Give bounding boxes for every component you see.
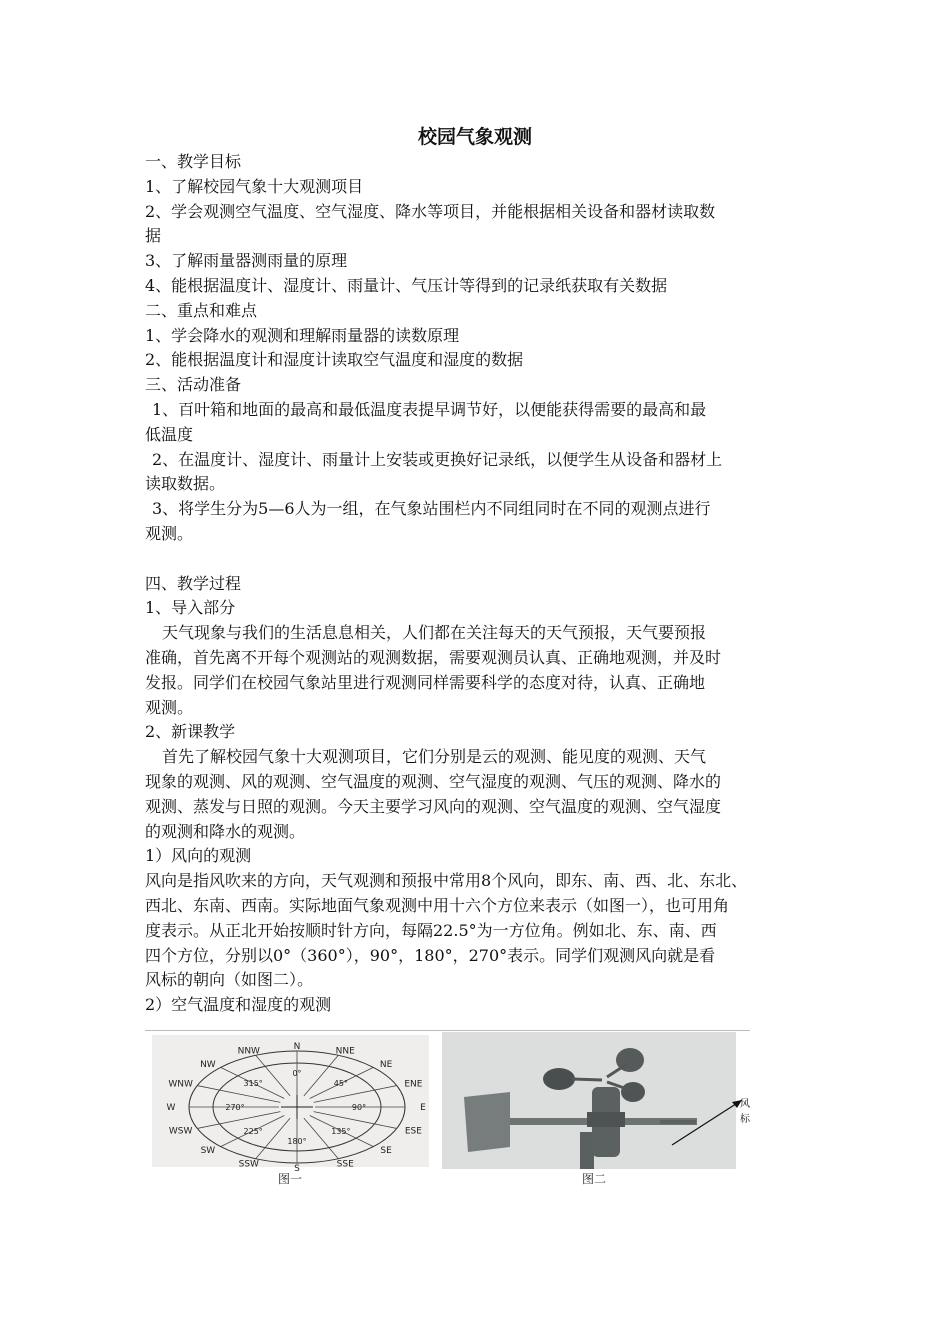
compass-degree-label: 180°	[287, 1137, 307, 1146]
figure-compass-rose	[152, 1035, 429, 1174]
compass-outer-label: N	[293, 1042, 301, 1052]
text-line: 读取数据。	[145, 474, 226, 494]
text-line: 四、教学过程	[145, 573, 242, 593]
compass-degree-label: 315°	[243, 1078, 263, 1088]
text-line: 1、了解校园气象十大观测项目	[145, 176, 364, 196]
text-line: 1、百叶箱和地面的最高和最低温度表提早调节好，以便能获得需要的最高和最	[152, 399, 707, 419]
compass-outer-label: E	[420, 1103, 426, 1113]
document-title: 校园气象观测	[417, 126, 532, 148]
text-line: 4、能根据温度计、湿度计、雨量计、气压计等得到的记录纸获取有关数据	[145, 275, 668, 295]
text-line: 风向是指风吹来的方向，天气观测和预报中常用8个风向，即东、南、西、北、东北、	[145, 871, 748, 891]
text-line: 的观测和降水的观测。	[145, 821, 306, 841]
text-line: 现象的观测、风的观测、空气温度的观测、空气湿度的观测、气压的观测、降水的	[145, 771, 722, 791]
compass-outer-label: SSW	[238, 1159, 259, 1170]
text-line: 西北、东南、西南。实际地面气象观测中用十六个方位来表示（如图一），也可用角	[145, 895, 730, 915]
text-line: 二、重点和难点	[145, 300, 258, 320]
text-line: 四个方位，分别以0°（360°），90°，180°，270°表示。同学们观测风向就是看	[145, 945, 716, 965]
text-line: 准确，首先离不开每个观测站的观测数据，需要观测员认真、正确地观测，并及时	[145, 647, 722, 667]
figures-row	[150, 1030, 750, 1190]
text-line: 2、新课教学	[145, 722, 236, 742]
compass-outer-label: NNE	[335, 1046, 355, 1057]
text-line: 1、导入部分	[145, 598, 236, 618]
compass-outer-label: SSE	[336, 1159, 354, 1170]
text-line: 2、在温度计、湿度计、雨量计上安装或更换好记录纸，以便学生从设备和器材上	[152, 449, 723, 469]
text-line: 观测。	[145, 697, 194, 717]
text-line: 2）空气温度和湿度的观测	[145, 995, 332, 1015]
compass-outer-label: NNW	[237, 1046, 260, 1057]
compass-outer-label: W	[166, 1103, 176, 1113]
text-line: 首先了解校园气象十大观测项目，它们分别是云的观测、能见度的观测、天气	[162, 747, 707, 767]
compass-degree-label: 45°	[333, 1078, 348, 1088]
text-line: 据	[145, 226, 162, 246]
compass-degree-label: 135°	[331, 1127, 351, 1137]
compass-outer-label: WSW	[168, 1126, 193, 1137]
text-line: 2、能根据温度计和湿度计读取空气温度和湿度的数据	[145, 350, 524, 370]
compass-degree-label: 225°	[243, 1127, 263, 1137]
wind-vane-label: 风标	[740, 1099, 750, 1125]
text-line: 1）风向的观测	[145, 846, 252, 866]
text-line: 3、了解雨量器测雨量的原理	[145, 251, 348, 271]
text-line: 度表示。从正北开始按顺时针方向，每隔22.5°为一方位角。例如北、东、南、西	[145, 920, 717, 940]
text-line: 3、将学生分为5—6人为一组，在气象站围栏内不同组同时在不同的观测点进行	[152, 499, 711, 519]
figure2-caption: 图二	[582, 1172, 607, 1186]
compass-degree-label: 90°	[351, 1103, 367, 1112]
text-line	[145, 547, 815, 572]
compass-outer-label: NE	[379, 1059, 393, 1070]
compass-rose-diagram	[152, 1035, 429, 1174]
text-line: 一、教学目标	[145, 152, 242, 171]
text-line: 风标的朝向（如图二）。	[145, 970, 314, 990]
compass-degree-label: 270°	[225, 1103, 245, 1112]
compass-degree-label: 0°	[292, 1069, 302, 1078]
text-line: 观测。	[145, 523, 194, 543]
compass-outer-label: SW	[200, 1146, 216, 1157]
text-line: 天气现象与我们的生活息息相关，人们都在关注每天的天气预报，天气要预报	[162, 623, 707, 643]
text-line: 2、学会观测空气温度、空气湿度、降水等项目，并能根据相关设备和器材读取数	[145, 201, 716, 221]
text-line: 1、学会降水的观测和理解雨量器的读数原理	[145, 325, 460, 345]
compass-outer-label: ENE	[404, 1079, 423, 1090]
text-line: 三、活动准备	[145, 375, 242, 395]
text-line: 观测、蒸发与日照的观测。今天主要学习风向的观测、空气温度的观测、空气湿度	[145, 796, 722, 816]
compass-outer-label: NW	[200, 1059, 216, 1070]
text-line: 发报。同学们在校园气象站里进行观测同样需要科学的态度对待，认真、正确地	[145, 672, 706, 692]
compass-outer-label: S	[294, 1164, 300, 1174]
compass-outer-label: SE	[380, 1146, 392, 1157]
compass-outer-label: WNW	[168, 1079, 193, 1090]
compass-outer-label: ESE	[404, 1126, 422, 1137]
text-line: 低温度	[145, 424, 194, 444]
document-body	[145, 150, 815, 1018]
figure1-caption: 图一	[278, 1172, 303, 1186]
